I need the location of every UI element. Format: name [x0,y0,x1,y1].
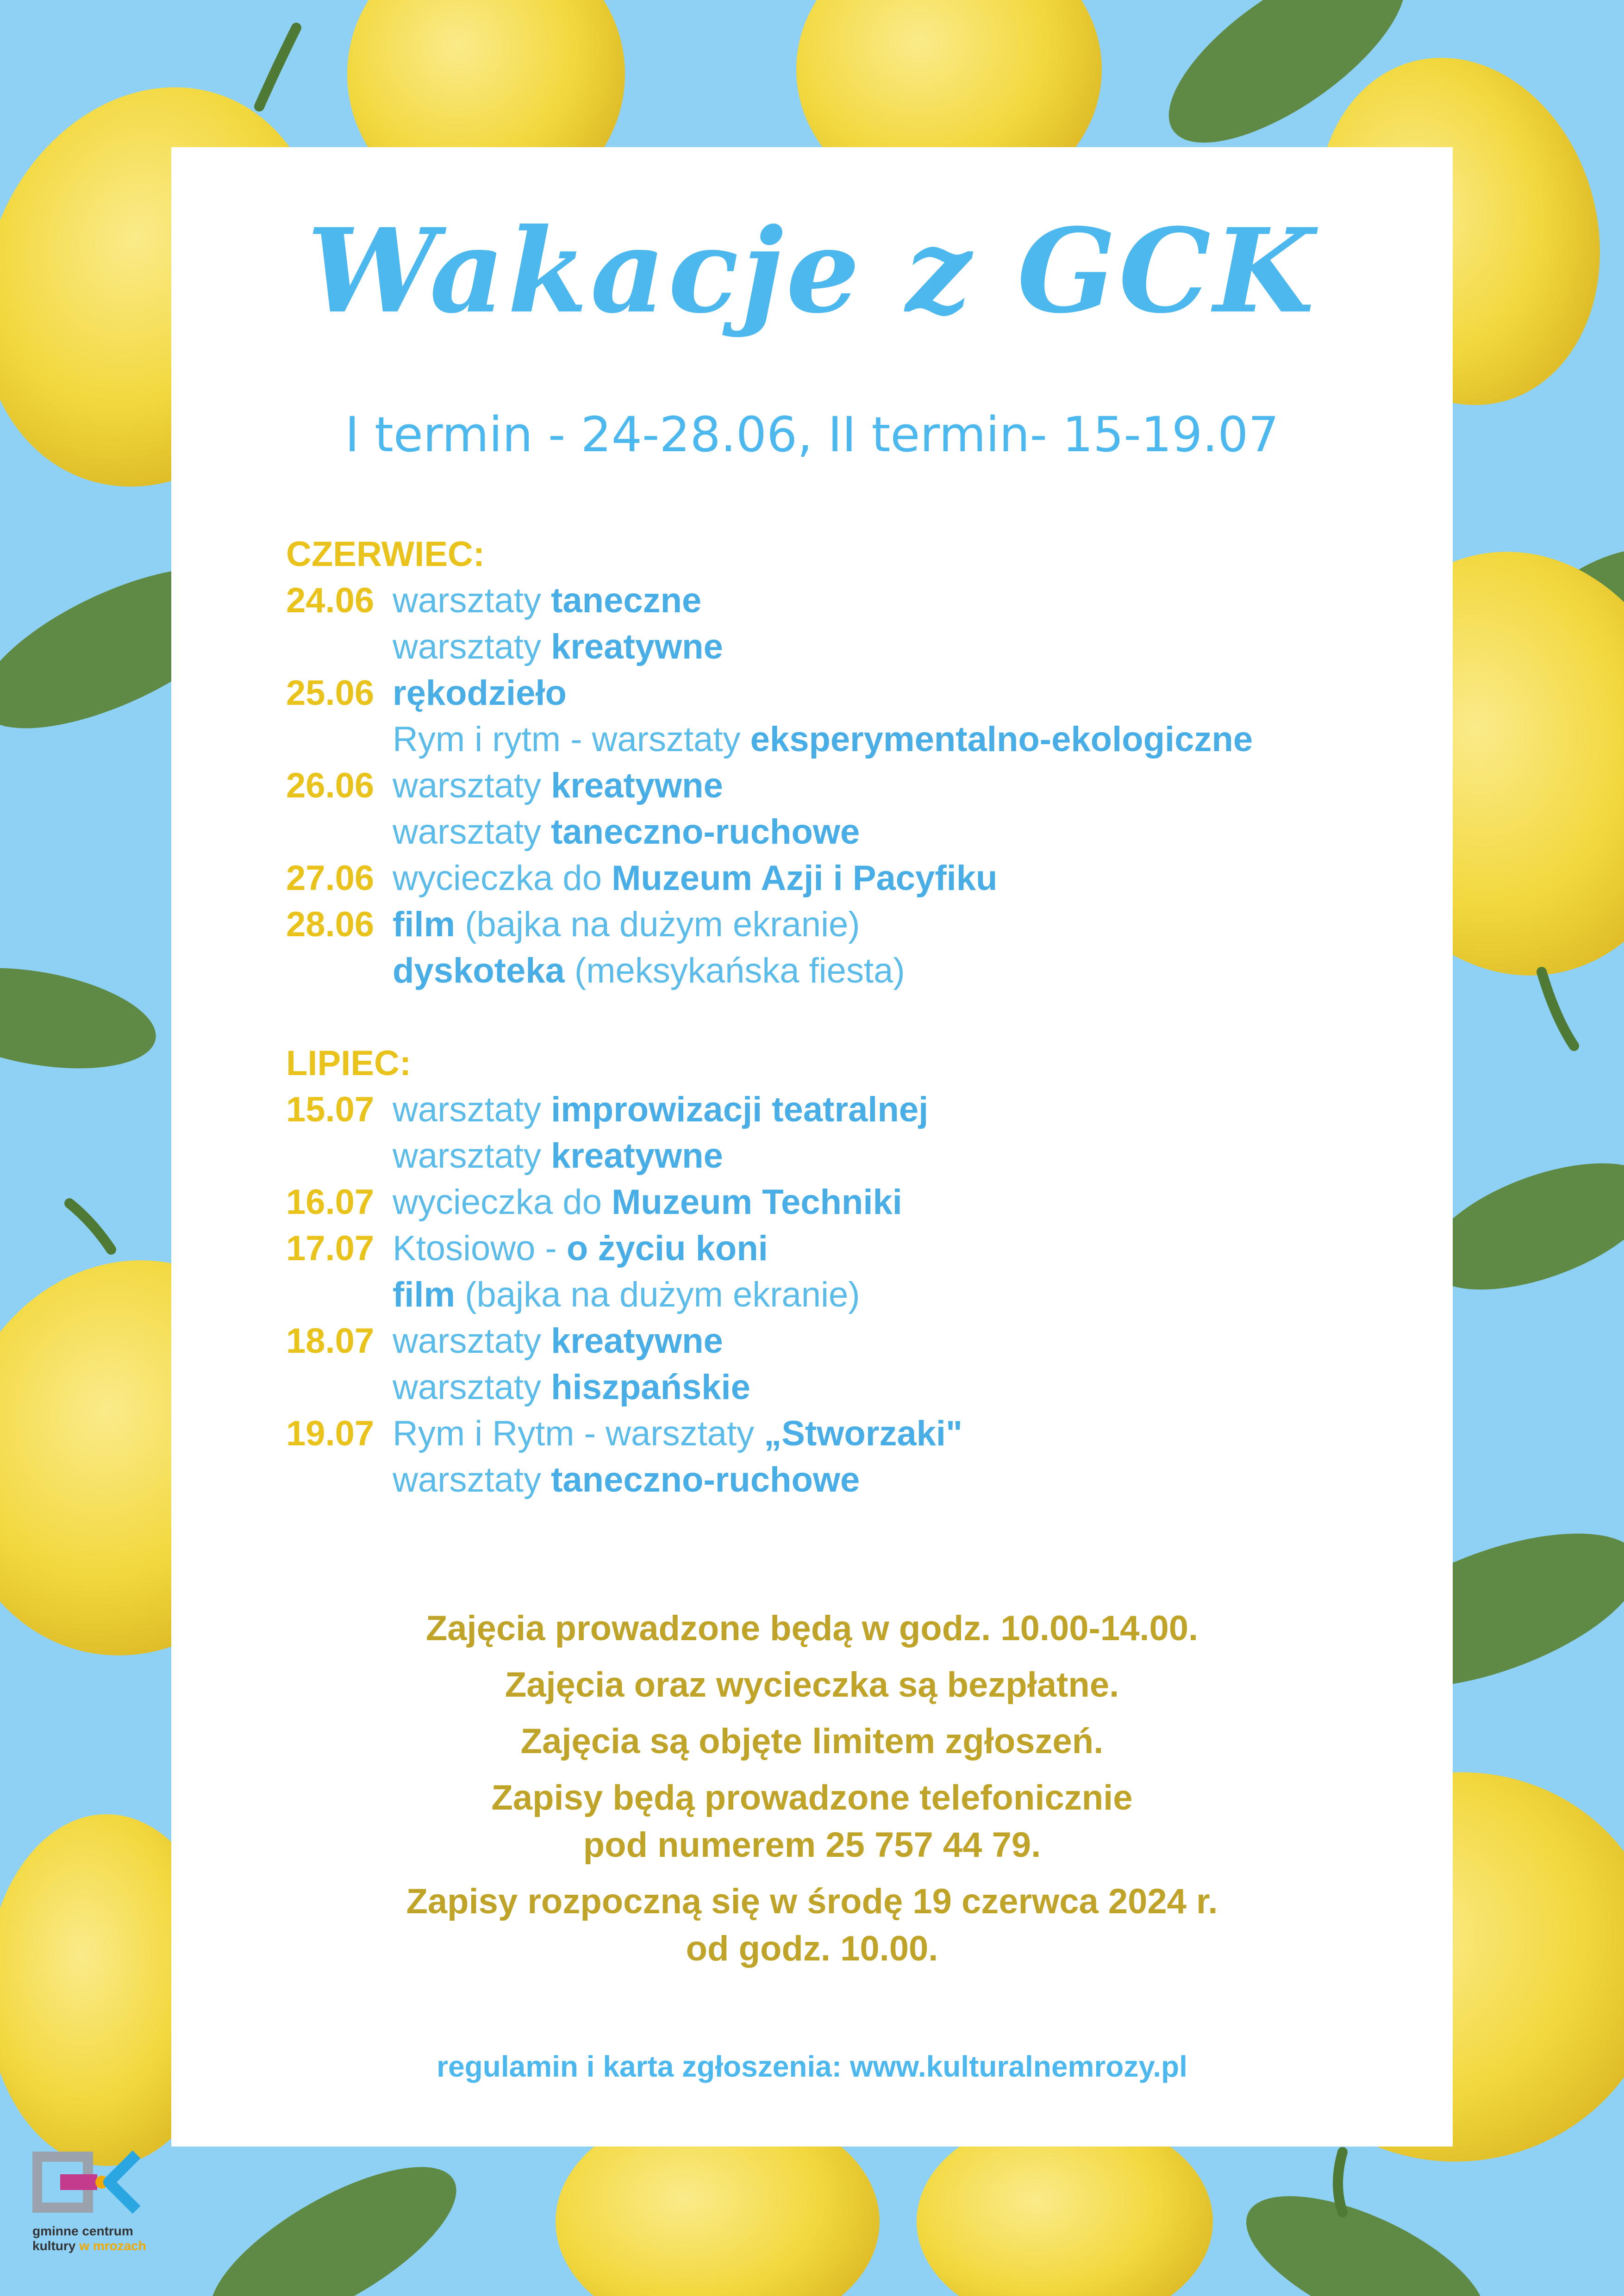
schedule-activity [393,948,905,994]
activity-highlight: hiszpańskie [551,1368,750,1407]
schedule-activity [393,809,860,855]
schedule-row [286,1411,1443,1457]
activity-highlight: Muzeum Azji i Pacyfiku [612,859,998,898]
gck-logo [32,2147,153,2253]
schedule-date: 17.07 [286,1229,375,1268]
schedule-date [286,1272,393,1318]
schedule-date [286,624,393,670]
activity-highlight: kreatywne [551,766,723,805]
info-limit: Zajęcia są objęte limitem zgłoszeń. [520,1722,1104,1761]
activity-prefix: warsztaty [393,1090,551,1129]
schedule-row [286,1179,1443,1226]
activity-prefix: Rym i rytm - warsztaty [393,720,750,759]
schedule-activity [393,1087,928,1133]
schedule-date: 15.07 [286,1090,375,1129]
schedule-date [286,809,393,855]
schedule-activity [393,855,997,902]
info-phone-line1: Zapisy będą prowadzone telefonicznie [491,1778,1133,1817]
activity-highlight: eksperymentalno-ekologiczne [750,720,1253,759]
activity-highlight: taneczno-ruchowe [551,812,860,852]
schedule-date: 16.07 [286,1182,375,1222]
schedule-row [286,948,1443,994]
logo-line1: gminne centrum [32,2224,133,2238]
logo-accent: w mrozach [79,2239,146,2253]
schedule-date [286,948,393,994]
schedule-row [286,763,1443,809]
schedule-activity [393,902,860,948]
activity-suffix: (meksykańska fiesta) [564,951,905,990]
schedule-activity [393,1226,768,1272]
activity-highlight: Muzeum Techniki [612,1182,902,1222]
poster-title: Wakacje z GCK [307,203,1317,339]
schedule-activity [393,716,1253,763]
schedule-row [286,1364,1443,1411]
july-list [286,1087,1443,1503]
activity-prefix: wycieczka do [393,1182,612,1222]
info-block [171,1605,1453,1982]
schedule-row [286,809,1443,855]
schedule-date [286,716,393,763]
info-start-line2: od godz. 10.00. [686,1929,938,1968]
schedule-activity [393,1272,860,1318]
schedule-row [286,670,1443,716]
schedule-date: 24.06 [286,581,375,620]
schedule-row [286,1087,1443,1133]
activity-highlight: film [393,905,456,944]
schedule-activity [393,1318,723,1364]
info-start [171,1878,1453,1972]
activity-highlight: kreatywne [551,627,723,666]
schedule-row [286,716,1443,763]
activity-prefix: warsztaty [393,1460,551,1500]
activity-highlight: film [393,1275,456,1314]
info-start-line1: Zapisy rozpoczną się w środę 19 czerwca 2024 r. [406,1882,1218,1921]
activity-highlight: o życiu koni [566,1229,768,1268]
schedule-activity [393,670,567,716]
activity-prefix: warsztaty [393,812,551,852]
schedule-row [286,1457,1443,1503]
activity-highlight: improwizacji teatralnej [551,1090,929,1129]
schedule-row [286,855,1443,902]
activity-highlight: „Stworzaki" [764,1414,963,1453]
schedule-activity [393,1411,962,1457]
schedule-date [286,1457,393,1503]
activity-highlight: dyskoteka [393,951,565,990]
activity-prefix: warsztaty [393,581,551,620]
schedule-date: 25.06 [286,673,375,713]
activity-suffix: (bajka na dużym ekranie) [455,905,860,944]
schedule-row [286,902,1443,948]
schedule-activity [393,624,723,670]
info-phone [171,1774,1453,1869]
activity-prefix: warsztaty [393,1368,551,1407]
info-hours: Zajęcia prowadzone będą w godz. 10.00-14.00. [425,1609,1199,1648]
schedule-activity [393,763,723,809]
logo-line2: kultury [32,2239,80,2253]
july-heading: LIPIEC: [286,1044,412,1083]
schedule-date: 28.06 [286,905,375,944]
terms-subtitle: I termin - 24-28.06, II termin- 15-19.07 [345,406,1279,463]
schedule-activity [393,578,701,624]
schedule-date: 27.06 [286,859,375,898]
activity-highlight: taneczno-ruchowe [551,1460,860,1500]
schedule-row [286,1226,1443,1272]
schedule-activity [393,1457,860,1503]
activity-prefix: Rym i Rytm - warsztaty [393,1414,764,1453]
schedule-activity [393,1364,750,1411]
schedule-date [286,1133,393,1179]
footer-link[interactable]: regulamin i karta zgłoszenia: www.kulturalnemrozy.pl [437,2050,1187,2083]
activity-prefix: warsztaty [393,1136,551,1176]
gck-logo-icon [32,2147,144,2217]
activity-suffix: (bajka na dużym ekranie) [455,1275,860,1314]
activity-prefix: wycieczka do [393,859,612,898]
schedule-row [286,1272,1443,1318]
june-heading: CZERWIEC: [286,535,485,574]
schedule-date: 18.07 [286,1321,375,1361]
info-phone-line2: pod numerem 25 757 44 79. [583,1825,1041,1865]
schedule [286,531,1443,1503]
schedule-date: 19.07 [286,1414,375,1453]
activity-prefix: warsztaty [393,1321,551,1361]
schedule-activity [393,1179,902,1226]
schedule-row [286,1318,1443,1364]
info-free: Zajęcia oraz wycieczka są bezpłatne. [505,1665,1119,1705]
activity-prefix: Ktosiowo - [393,1229,567,1268]
schedule-row [286,624,1443,670]
activity-prefix: warsztaty [393,766,551,805]
schedule-row [286,1133,1443,1179]
schedule-activity [393,1133,723,1179]
june-list [286,578,1443,994]
activity-prefix: warsztaty [393,627,551,666]
schedule-date: 26.06 [286,766,375,805]
activity-highlight: rękodzieło [393,673,567,713]
schedule-row [286,578,1443,624]
activity-highlight: kreatywne [551,1321,723,1361]
content-panel [171,147,1453,2147]
schedule-date [286,1364,393,1411]
activity-highlight: taneczne [551,581,702,620]
activity-highlight: kreatywne [551,1136,723,1176]
